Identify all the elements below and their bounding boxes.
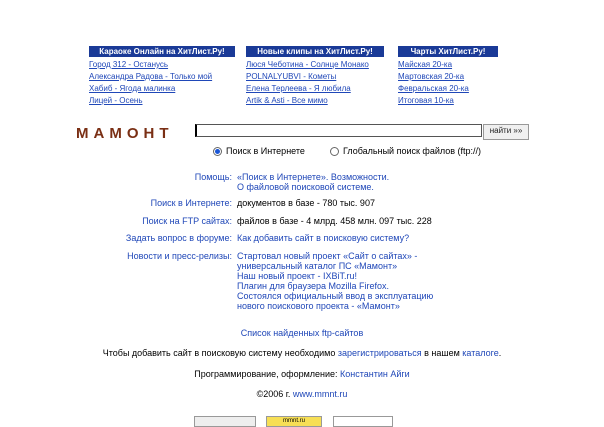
clip-link[interactable]: Artik & Asti - Все мимо bbox=[246, 96, 328, 105]
add-site-mid: в нашем bbox=[421, 348, 463, 358]
forum-label: Задать вопрос в форуме: bbox=[125, 233, 232, 243]
author-link[interactable]: Константин Айги bbox=[340, 369, 410, 379]
chart-link[interactable]: Февральская 20-ка bbox=[398, 84, 469, 93]
register-link[interactable]: зарегистрироваться bbox=[337, 348, 422, 358]
chart-link[interactable]: Итоговая 10-ка bbox=[398, 96, 454, 105]
radio-ftp-label: Глобальный поиск файлов (ftp://) bbox=[343, 146, 482, 156]
forum-value bbox=[237, 233, 409, 243]
credits-text: Программирование, оформление: bbox=[194, 369, 341, 379]
add-site-text: Чтобы добавить сайт в поисковую систему необходимо bbox=[102, 348, 338, 358]
radio-unselected-icon[interactable] bbox=[330, 147, 339, 156]
search-input[interactable] bbox=[195, 124, 482, 137]
news-label: Новости и пресс-релизы: bbox=[127, 251, 232, 261]
karaoke-link[interactable]: Александра Радова - Только мой bbox=[89, 72, 213, 81]
web-stats-label: Поиск в Интернете: bbox=[150, 198, 232, 208]
news-link[interactable]: Состоялся официальный ввод в эксплуатацию bbox=[237, 291, 434, 301]
search-button[interactable]: найти »» bbox=[483, 124, 529, 140]
news-link[interactable]: Наш новый проект - IXBiT.ru! bbox=[237, 271, 358, 281]
news-link[interactable]: универсальный каталог ПС «Мамонт» bbox=[237, 261, 398, 271]
karaoke-link[interactable]: Хабиб - Ягода малинка bbox=[89, 84, 176, 93]
counter-badge[interactable] bbox=[194, 416, 256, 427]
ftp-stats-value: файлов в базе - 4 млрд. 458 млн. 097 тыс. 228 bbox=[237, 216, 432, 226]
help-link-ftp[interactable]: О файловой поисковой системе. bbox=[237, 182, 374, 192]
karaoke-link[interactable]: Город 312 - Останусь bbox=[89, 60, 169, 69]
radio-web-search[interactable] bbox=[213, 146, 305, 156]
web-stats-value: документов в базе - 780 тыс. 907 bbox=[237, 198, 375, 208]
clip-link[interactable]: Люся Чеботина - Солнце Монако bbox=[246, 60, 369, 69]
forum-link[interactable]: Как добавить сайт в поисковую систему? bbox=[237, 233, 410, 243]
chart-link[interactable]: Мартовская 20-ка bbox=[398, 72, 465, 81]
karaoke-link[interactable]: Лицей - Осень bbox=[89, 96, 143, 105]
ftp-stats-label: Поиск на FTP сайтах: bbox=[142, 216, 232, 226]
help-links bbox=[237, 172, 389, 192]
add-site-end: . bbox=[498, 348, 502, 358]
charts-header[interactable]: Чарты ХитЛист.Ру! bbox=[398, 46, 498, 57]
new-clips-block bbox=[246, 46, 384, 107]
add-site-note bbox=[0, 348, 604, 358]
ftp-list-row bbox=[0, 328, 604, 338]
radio-selected-icon[interactable] bbox=[213, 147, 222, 156]
chart-link[interactable]: Майская 20-ка bbox=[398, 60, 453, 69]
copyright-text: ©2006 г. bbox=[256, 389, 293, 399]
news-links bbox=[237, 251, 433, 311]
radio-ftp-search[interactable] bbox=[330, 146, 481, 156]
help-link-web[interactable]: «Поиск в Интернете». Возможности. bbox=[237, 172, 390, 182]
catalog-link[interactable]: каталоге bbox=[462, 348, 499, 358]
help-label: Помощь: bbox=[194, 172, 232, 182]
clip-link[interactable]: POLNALYUBVI - Кометы bbox=[246, 72, 337, 81]
karaoke-chart-header[interactable]: Караоке Онлайн на ХитЛист.Ру! bbox=[89, 46, 235, 57]
credits-row bbox=[0, 369, 604, 379]
charts-block bbox=[398, 46, 498, 107]
site-link[interactable]: www.mmnt.ru bbox=[292, 389, 348, 399]
clip-link[interactable]: Елена Терлеева - Я любила bbox=[246, 84, 351, 93]
karaoke-chart-block bbox=[89, 46, 235, 107]
counter-badge[interactable] bbox=[333, 416, 393, 427]
news-link[interactable]: Стартовал новый проект «Сайт о сайтах» - bbox=[237, 251, 418, 261]
site-logo: МАМОНТ bbox=[76, 125, 174, 142]
ftp-list-link[interactable]: Список найденных ftp-сайтов bbox=[240, 328, 364, 338]
news-link[interactable]: нового поискового проекта - «Мамонт» bbox=[237, 301, 400, 311]
news-link[interactable]: Плагин для браузера Mozilla Firefox. bbox=[237, 281, 390, 291]
new-clips-header[interactable]: Новые клипы на ХитЛист.Ру! bbox=[246, 46, 384, 57]
mmnt-badge[interactable]: mmnt.ru bbox=[266, 416, 322, 427]
copyright-row bbox=[0, 389, 604, 399]
radio-web-label: Поиск в Интернете bbox=[226, 146, 305, 156]
